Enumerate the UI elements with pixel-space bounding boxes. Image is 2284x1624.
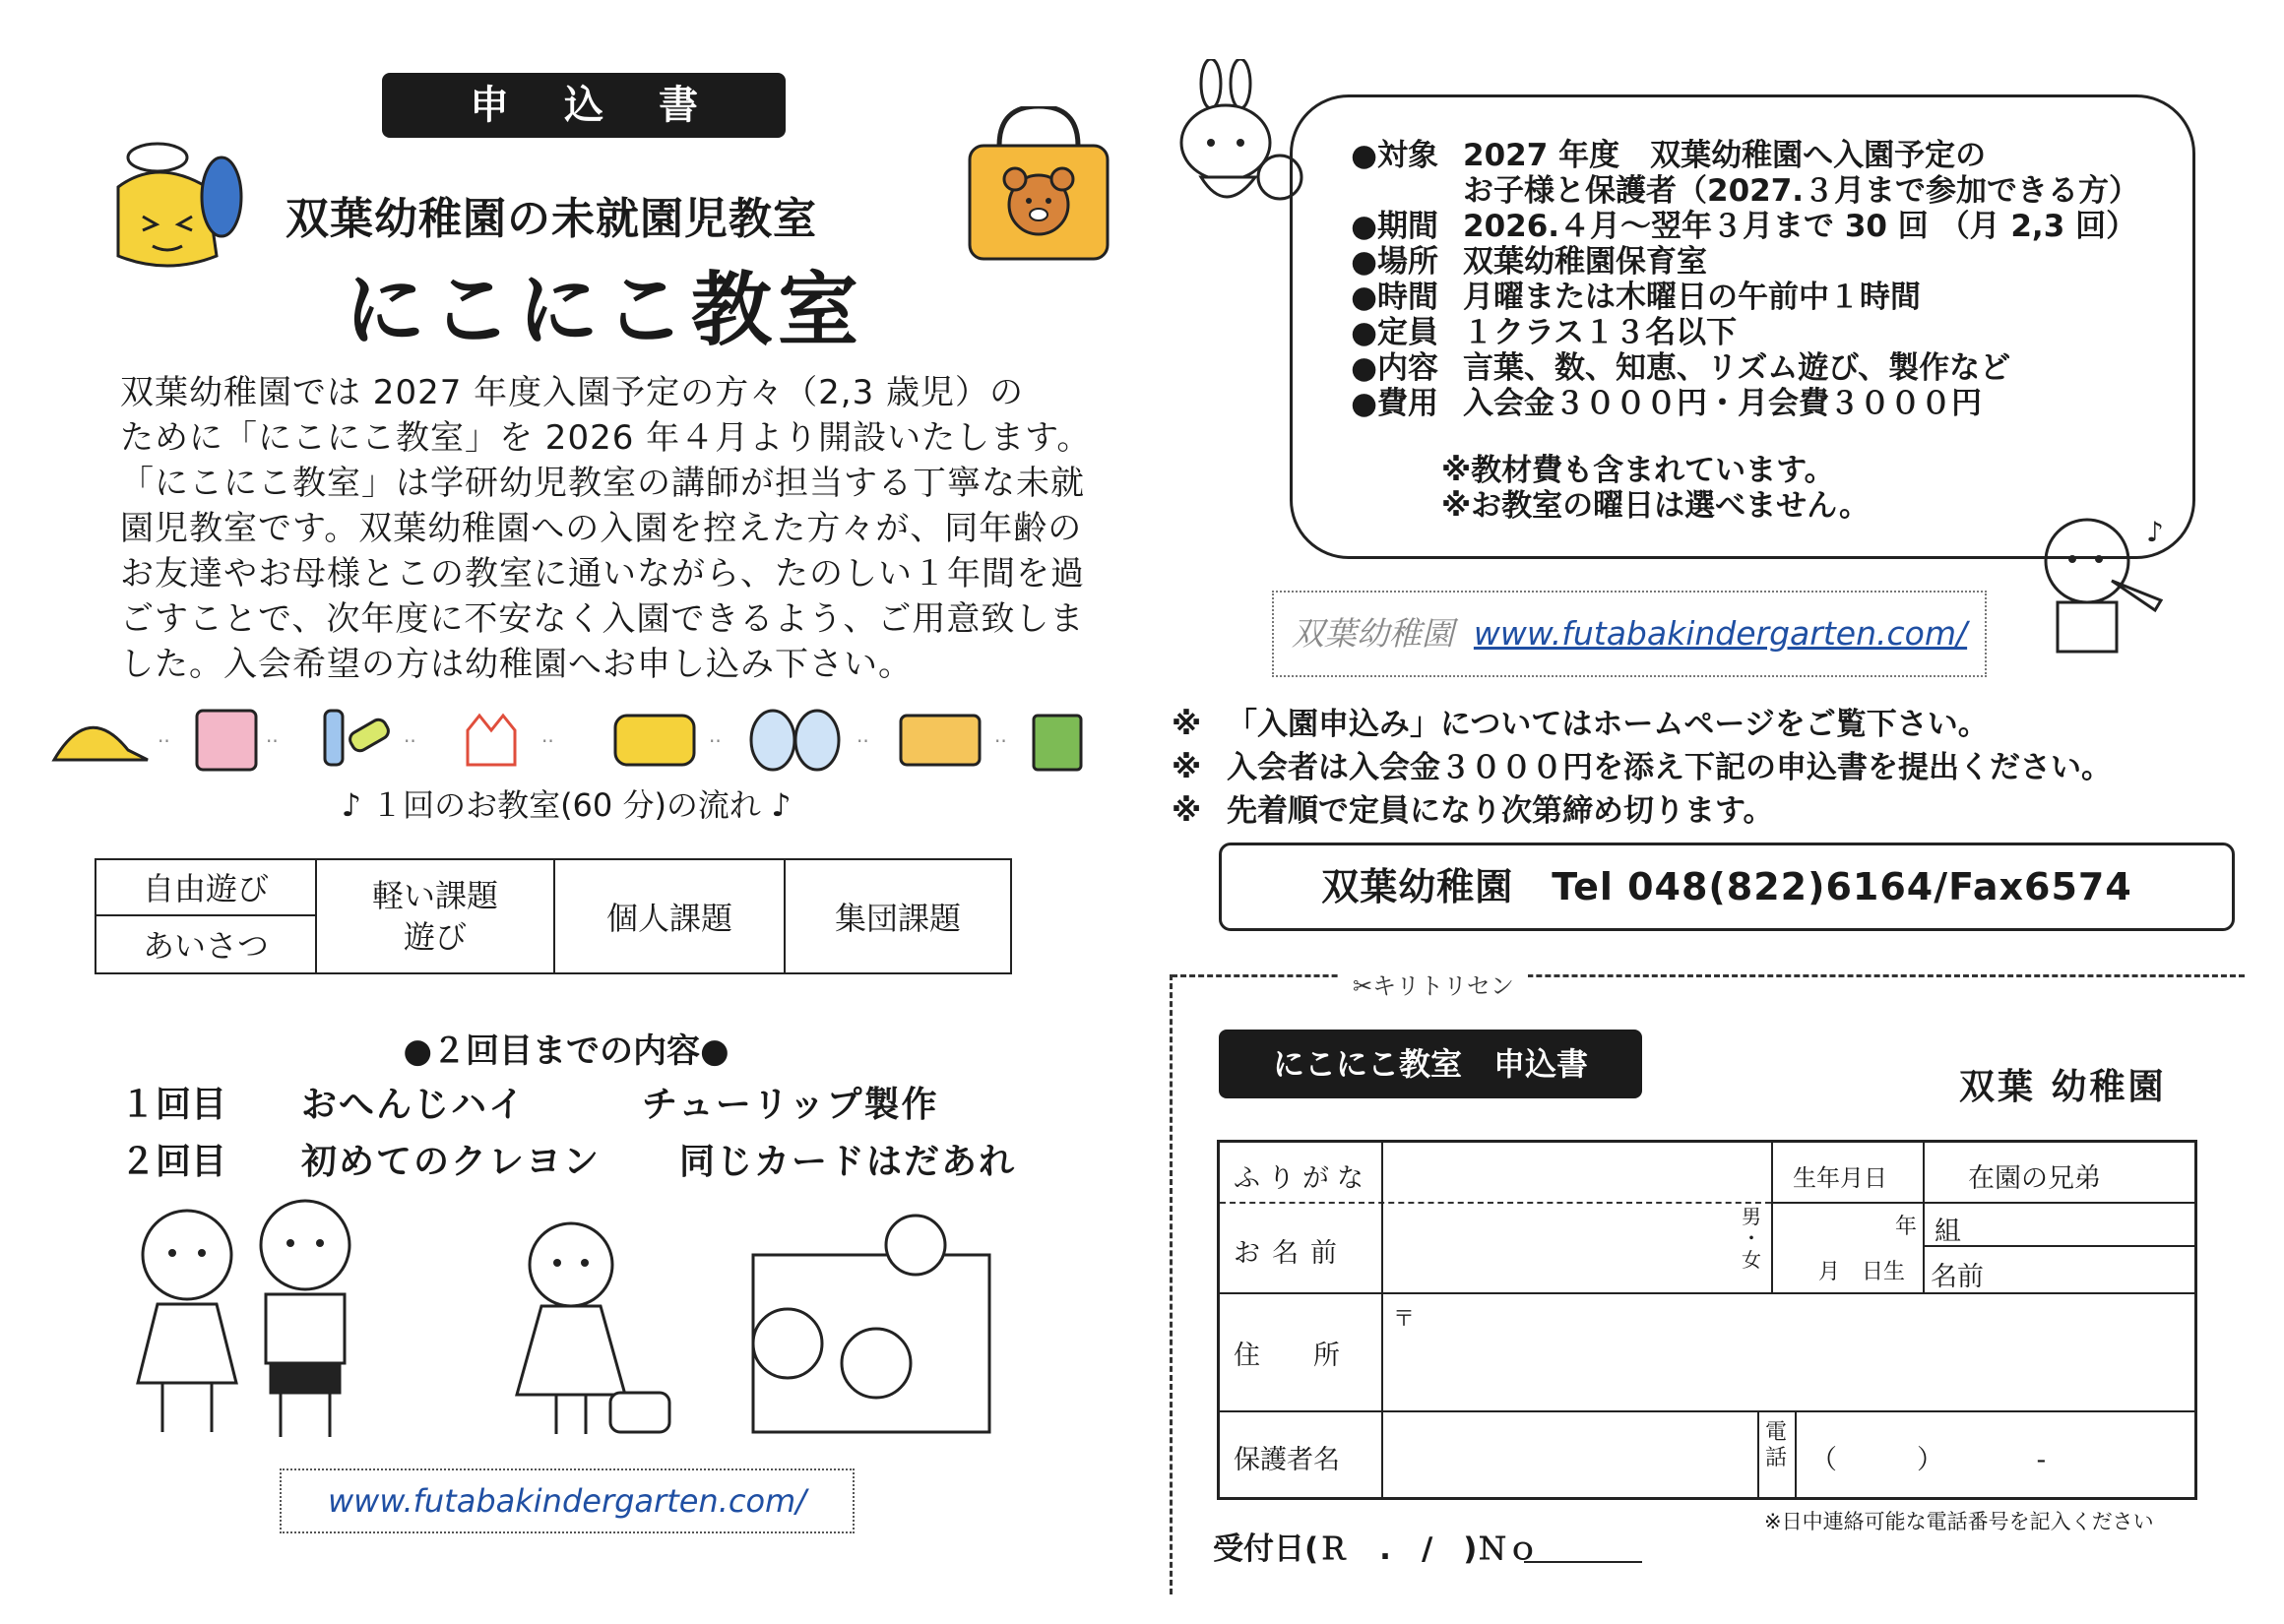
postal-mark: 〒 (1393, 1307, 1416, 1332)
flow-step-individual-task: 個人課題 (554, 859, 785, 973)
intro-line: 「にこにこ教室」は学研幼児教室の講師が担当する丁寧な未就 (120, 464, 1085, 503)
svg-text:··: ·· (994, 729, 1007, 753)
furigana-label: ふりがな (1234, 1163, 1371, 1194)
info-label: ●場所 (1351, 244, 1439, 280)
info-row-time (1351, 280, 2139, 315)
content-title: ●２回目までの内容● (403, 1031, 730, 1071)
phone-note: ※日中連絡可能な電話番号を記入ください (1764, 1510, 2154, 1533)
cut-line (1172, 974, 2245, 977)
note-text: 先着順で定員になり次第締め切ります。 (1227, 793, 1774, 829)
svg-text:··: ·· (266, 729, 279, 753)
info-label: ●内容 (1351, 350, 1439, 386)
session-activity: 初めてのクレヨン (301, 1142, 602, 1182)
birth-year-label: 年 (1895, 1215, 1918, 1239)
info-note: ※お教室の曜日は選べません。 (1441, 488, 1870, 524)
info-label: ●対象 (1351, 138, 1439, 173)
svg-text:♪: ♪ (2146, 516, 2164, 548)
sibling-label: 在園の兄弟 (1968, 1163, 2101, 1194)
info-row-place (1351, 244, 2139, 280)
info-label: ●費用 (1351, 386, 1439, 421)
info-value: １クラス１３名以下 (1463, 315, 1738, 350)
subtitle: 双葉幼稚園の未就園児教室 (286, 194, 817, 244)
website-box (1272, 591, 1987, 677)
phone-label: 電 話 (1765, 1420, 1788, 1470)
cut-line-vertical (1170, 974, 1173, 1594)
info-value: 2026.４月～翌年３月まで 30 回 （月 2,3 回） (1463, 209, 2137, 244)
info-notes (1441, 453, 1870, 524)
note-mark: ※ (1172, 750, 1202, 785)
cut-label: ✂キリトリセン (1339, 967, 1528, 1001)
address-input[interactable] (1417, 1310, 2175, 1399)
address-label: 住 所 (1234, 1341, 1340, 1371)
session-activity: おへんじハイ (301, 1085, 527, 1125)
bear-tote-icon (960, 106, 1117, 264)
svg-text:··: ·· (856, 729, 869, 753)
flow-step-free-play: 自由遊び (95, 859, 316, 915)
note-mark: ※ (1172, 707, 1202, 742)
intro-line: 双葉幼稚園では 2027 年度入園予定の方々（2,3 歳児）の (120, 373, 1025, 412)
intro-line: ために「にこにこ教室」を 2026 年４月より開設いたします。 (120, 418, 1092, 458)
flow-step-greeting: あいさつ (95, 915, 316, 973)
application-form (1217, 1140, 2197, 1500)
info-label: ●期間 (1351, 209, 1439, 244)
info-value: 双葉幼稚園保育室 (1463, 244, 1707, 280)
phone-input[interactable]: （ ） - (1810, 1445, 2047, 1475)
svg-text:··: ·· (709, 729, 722, 753)
bag-illustration-icon (98, 138, 246, 285)
contact-box: 双葉幼稚園 Tel 048(822)6164/Fax6574 (1219, 843, 2235, 931)
flow-step-group-task: 集団課題 (785, 859, 1011, 973)
intro-line: お友達やお母様とこの教室に通いながら、たのしい１年間を過 (120, 554, 1085, 593)
flow-title: ♪ １回のお教室(60 分)の流れ ♪ (341, 786, 792, 824)
svg-text:··: ·· (541, 729, 554, 753)
intro-line: ごすことで、次年度に不安なく入園できるよう、ご用意致しま (120, 599, 1085, 639)
info-label (1351, 173, 1463, 209)
info-value: 入会金３０００円・月会費３０００円 (1463, 386, 1982, 421)
info-value: お子様と保護者（2027.３月まで参加できる方） (1463, 173, 2140, 209)
info-label: ●時間 (1351, 280, 1439, 315)
sibling-class-label: 組 (1935, 1217, 1961, 1247)
info-row-target (1351, 138, 2139, 173)
note-line (1172, 789, 2112, 833)
info-row-capacity (1351, 315, 2139, 350)
birthdate-label: 生年月日 (1793, 1164, 1887, 1192)
intro-line: 園児教室です。双葉幼稚園への入園を控えた方々が、同年齢の (120, 509, 1083, 548)
website-link[interactable]: www.futabakindergarten.com/ (1473, 614, 1968, 653)
receipt-number-underline (1524, 1561, 1642, 1563)
name-label: お名前 (1234, 1238, 1349, 1269)
note-text: 入会者は入会金３０００円を添え下記の申込書を提出ください。 (1227, 750, 2112, 785)
info-label: ●定員 (1351, 315, 1439, 350)
application-notes (1172, 703, 2112, 833)
application-header-label: 申込書 (382, 73, 786, 138)
info-row-period (1351, 209, 2139, 244)
program-info-list (1351, 138, 2139, 421)
sibling-name-label: 名前 (1931, 1262, 1984, 1292)
note-line (1172, 746, 2112, 789)
intro-text (120, 370, 1114, 687)
note-mark: ※ (1172, 793, 1202, 829)
info-value: 2027 年度 双葉幼稚園へ入園予定の (1463, 138, 1987, 173)
intro-line: した。入会希望の方は幼稚園へお申し込み下さい。 (120, 645, 913, 684)
info-row-fee (1351, 386, 2139, 421)
info-note: ※教材費も含まれています。 (1441, 453, 1835, 488)
gender-select[interactable]: 男 ・ 女 (1742, 1205, 1761, 1272)
session-label: ２回目 (120, 1142, 227, 1182)
info-value: 月曜または木曜日の午前中１時間 (1463, 280, 1921, 315)
note-text: 「入園申込み」についてはホームページをご覧下さい。 (1227, 707, 1989, 742)
note-line (1172, 703, 2112, 746)
website-link[interactable]: www.futabakindergarten.com/ (280, 1468, 855, 1533)
guardian-label: 保護者名 (1234, 1445, 1340, 1475)
form-title: にこにこ教室 申込書 (1219, 1030, 1642, 1098)
svg-text:··: ·· (158, 729, 170, 753)
flow-step-light-task: 軽い課題 遊び (316, 859, 554, 973)
session-label: １回目 (120, 1085, 227, 1125)
session-activity: チューリップ製作 (642, 1085, 939, 1125)
school-items-icon (49, 701, 1112, 780)
form-org-name: 双葉 幼稚園 (1959, 1067, 2167, 1107)
guardian-input[interactable] (1397, 1422, 1742, 1485)
info-value: 言葉、数、知恵、リズム遊び、製作など (1463, 350, 2011, 386)
name-input[interactable] (1397, 1212, 1732, 1280)
class-flow-table (95, 858, 1012, 974)
info-row-target-cont (1351, 173, 2139, 209)
website-org-name: 双葉幼稚園 (1291, 614, 1454, 653)
svg-text:··: ·· (404, 729, 416, 753)
receipt-field: 受付日(Ｒ . / )Ｎｏ (1213, 1531, 1539, 1567)
children-illustration-icon (98, 1196, 1024, 1452)
session-activity: 同じカードはだあれ (679, 1142, 1017, 1182)
main-title: にこにこ教室 (345, 264, 865, 357)
furigana-input[interactable] (1397, 1151, 1761, 1194)
birth-monthday-label: 月 日生 (1818, 1260, 1906, 1284)
info-row-content (1351, 350, 2139, 386)
